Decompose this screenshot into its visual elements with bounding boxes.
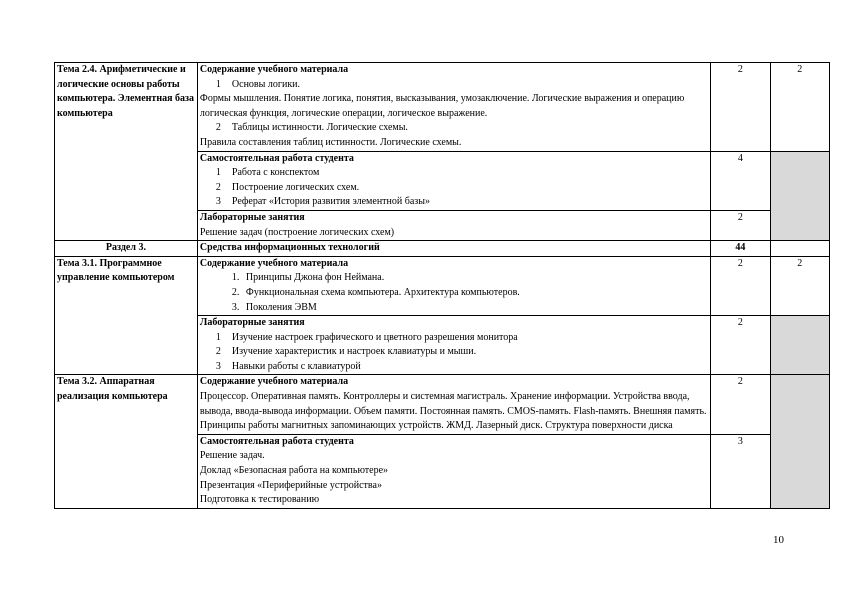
shaded-cell [770, 316, 829, 375]
topic-3-1-content [197, 256, 710, 315]
section-title: Средства информационных технологий [197, 241, 710, 257]
list-item: Решение задач. [199, 450, 265, 462]
hours-cell: 4 [711, 151, 770, 210]
section-row [55, 241, 830, 257]
hours-cell: 2 [711, 316, 770, 375]
list-item: 1 Изучение настроек графического и цветного разрешения монитора [215, 331, 518, 343]
lab-heading: Лабораторные занятия [199, 317, 305, 329]
hours-cell: 2 [711, 256, 770, 315]
hours-cell: 2 [711, 375, 770, 434]
topic-2-4-content [197, 63, 710, 152]
page-number: 10 [773, 534, 784, 546]
table-row [55, 375, 830, 434]
hours-cell: 44 [711, 241, 770, 257]
curriculum-table [54, 62, 830, 509]
content-paragraph: Правила составления таблиц истинности. Логические схемы. [199, 136, 462, 148]
content-heading: Содержание учебного материала [199, 376, 349, 388]
selfwork-heading: Самостоятельная работа студента [199, 435, 354, 447]
content-paragraph: Процессор. Оперативная память. Контроллеры и системная магистраль. Хранение информации. Устройства ввода, вывода, ввода-вывода информации. Объем памяти. Постоянная память. CMOS-память. Flash-память. Внешняя память. Принципы работы магнитных запоминающих устройств. ЖМД. Лазерный диск. Структура поверхности диска [199, 391, 707, 432]
list-item: 2 Таблицы истинности. Логические схемы. [215, 122, 408, 134]
list-item: Презентация «Периферийные устройства» [199, 479, 382, 491]
topic-3-2-title: Тема 3.2. Аппаратная реализация компьютера [55, 375, 198, 508]
list-item: 3 Реферат «История развития элементной базы» [215, 196, 430, 208]
table-row [55, 63, 830, 152]
list-item: 2 Построение логических схем. [215, 181, 360, 193]
list-item: Подготовка к тестированию [199, 494, 320, 506]
list-item: 1 Работа с конспектом [215, 167, 320, 179]
table-row [55, 256, 830, 315]
list-item: 1 Основы логики. [215, 78, 301, 90]
list-item: Доклад «Безопасная работа на компьютере» [199, 465, 389, 477]
topic-3-2-content [197, 375, 710, 434]
topic-3-1-title: Тема 3.1. Программное управление компьютером [55, 256, 198, 375]
list-item: 2 Изучение характеристик и настроек клавиатуры и мыши. [215, 346, 477, 358]
topic-3-2-selfwork [197, 434, 710, 508]
topic-3-1-lab [197, 316, 710, 375]
content-heading: Содержание учебного материала [199, 257, 349, 269]
content-paragraph: Формы мышления. Понятие логика, понятия, высказывания, умозаключение. Логические выражения и операцию логическая функция, логические операции, логическое выражение. [199, 93, 685, 119]
list-item: 3 Навыки работы с клавиатурой [215, 360, 361, 372]
lab-heading: Лабораторные занятия [199, 211, 305, 223]
shaded-cell [770, 375, 829, 508]
level-cell: 2 [770, 63, 829, 152]
level-cell: 2 [770, 256, 829, 315]
topic-2-4-selfwork [197, 151, 710, 210]
list-item: 1. Принципы Джона фон Неймана. [231, 272, 385, 284]
topic-2-4-lab [197, 210, 710, 240]
lab-text: Решение задач (построение логических схем) [199, 226, 395, 238]
hours-cell: 2 [711, 63, 770, 152]
empty-cell [770, 241, 829, 257]
shaded-cell [770, 151, 829, 241]
selfwork-heading: Самостоятельная работа студента [199, 152, 354, 164]
content-heading: Содержание учебного материала [199, 64, 349, 75]
hours-cell: 2 [711, 210, 770, 240]
topic-2-4-title: Тема 2.4. Арифметические и логические основы работы компьютера. Элементная база компьютера [55, 63, 198, 241]
list-item: 3. Поколения ЭВМ [231, 301, 317, 313]
hours-cell: 3 [711, 434, 770, 508]
section-label: Раздел 3. [55, 241, 198, 257]
list-item: 2. Функциональная схема компьютера. Архитектура компьютеров. [231, 286, 520, 298]
